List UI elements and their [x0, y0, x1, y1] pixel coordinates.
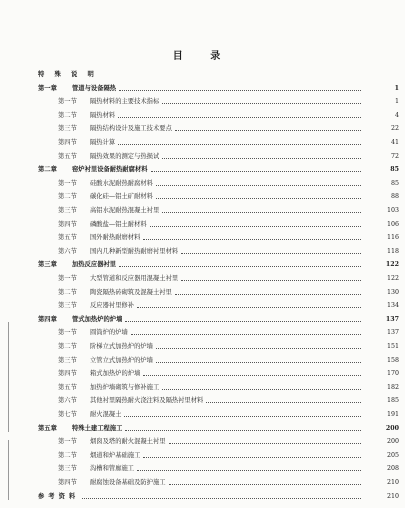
toc-dot-leader — [162, 103, 361, 104]
toc-chapter-row — [0, 165, 405, 175]
toc-entry-title: 管式加热炉的炉墙 — [72, 315, 123, 323]
toc-entry-number: 第四节 — [58, 220, 77, 228]
toc-dot-leader — [169, 443, 361, 444]
toc-page-number: 22 — [390, 125, 399, 133]
toc-dot-leader — [137, 470, 361, 471]
toc-dot-leader — [162, 158, 361, 159]
toc-entry-number: 第二节 — [58, 193, 77, 201]
toc-dot-leader — [156, 348, 361, 349]
toc-dot-leader — [162, 389, 361, 390]
toc-dot-leader — [175, 294, 361, 295]
toc-page-number: 103 — [386, 207, 399, 214]
toc-entry-title: 加热反应器衬里 — [72, 261, 117, 269]
toc-heading-row — [0, 70, 405, 80]
toc-page-number: 130 — [386, 288, 399, 296]
toc-entry-number: 第三节 — [58, 465, 77, 473]
toc-dot-leader — [156, 362, 361, 363]
toc-entry-title: 阶梯立式加热炉的炉墙 — [90, 343, 153, 350]
toc-entry-title: 反应器衬里修补 — [90, 302, 135, 310]
toc-section-row — [0, 437, 405, 447]
toc-page-number: 191 — [386, 411, 399, 418]
toc-entry-number: 第六节 — [58, 397, 77, 405]
toc-entry-number: 第一节 — [58, 275, 77, 282]
toc-entry-title: 隔热结构设计及施工技术要点 — [90, 125, 172, 133]
toc-page-number: 106 — [386, 220, 399, 228]
toc-dot-leader — [151, 171, 361, 172]
toc-page-number: 137 — [385, 315, 399, 323]
toc-entry-title: 耐火混凝土 — [90, 411, 122, 418]
toc-chapter-row — [0, 84, 405, 94]
toc-entry-title: 特殊土建工程施工 — [72, 424, 123, 432]
page-title: 目 录 — [172, 51, 233, 62]
toc-entry-number: 第一节 — [58, 438, 77, 446]
toc-page-number: 134 — [386, 302, 399, 310]
toc-page-number: 170 — [386, 370, 399, 378]
toc-section-row — [0, 220, 405, 230]
toc-entry-number: 第四节 — [58, 479, 77, 486]
toc-dot-leader — [118, 144, 361, 145]
toc-section-row — [0, 478, 405, 488]
toc-entry-title: 加热炉墙砌筑与修补施工 — [90, 383, 160, 391]
toc-dot-leader — [143, 457, 361, 458]
toc-section-row — [0, 464, 405, 474]
toc-dot-leader — [175, 130, 361, 131]
toc-entry-title: 硅酸水泥耐热耐腐材料 — [90, 179, 153, 187]
toc-section-row — [0, 288, 405, 298]
toc-dot-leader — [162, 212, 361, 213]
toc-section-row — [0, 274, 405, 284]
toc-entry-number: 第二节 — [58, 343, 77, 350]
toc-entry-number: 第三节 — [58, 356, 77, 364]
toc-page-number: 151 — [386, 343, 399, 350]
toc-entry-title: 隔热材料 — [90, 111, 116, 119]
toc-entry-title: 国外耐热耐磨材料 — [90, 234, 141, 242]
toc-entry-number: 第五节 — [58, 234, 77, 242]
toc-page-number: 4 — [394, 111, 399, 119]
toc-page-number: 85 — [390, 166, 399, 174]
toc-section-row — [0, 138, 405, 148]
toc-page-number: 137 — [386, 329, 399, 337]
toc-dot-leader — [137, 307, 361, 308]
toc-entry-number: 第三节 — [58, 207, 77, 214]
toc-dot-leader — [150, 226, 361, 227]
toc-entry-title: 隔热材料的主要技术指标 — [90, 98, 160, 106]
toc-entry-number: 第四节 — [58, 370, 77, 378]
toc-page-number: 118 — [386, 247, 399, 255]
toc-dot-leader — [124, 416, 361, 417]
toc-page-number: 210 — [386, 492, 399, 500]
toc-page-number: 116 — [386, 234, 399, 242]
toc-page-number: 205 — [386, 451, 399, 459]
toc-entry-number: 第四章 — [38, 315, 57, 323]
toc-dot-leader — [206, 402, 361, 403]
toc-page-number: 85 — [390, 179, 399, 187]
toc-section-row — [0, 192, 405, 202]
toc-entry-title: 箱式加热炉的炉墙 — [90, 370, 141, 378]
toc-entry-title: 其他衬里隔热耐火浇注料及隔热衬里材料 — [90, 397, 204, 405]
toc-entry-title: 大型管道和反应器用混凝土衬里 — [90, 275, 179, 282]
toc-page-number: 158 — [386, 356, 399, 364]
toc-entry-title: 隔热效果的测定与热损试 — [90, 152, 160, 160]
toc-section-row — [0, 356, 405, 366]
toc-entry-title: 磷酸盐—铝土耐材料 — [90, 220, 147, 228]
toc-section-row — [0, 383, 405, 393]
toc-section-row — [0, 152, 405, 162]
toc-entry-number: 第七节 — [58, 411, 77, 418]
toc-section-row — [0, 124, 405, 134]
toc-page-number: 1 — [394, 98, 399, 106]
toc-entry-number: 第三节 — [58, 125, 77, 133]
toc-section-row — [0, 396, 405, 406]
toc-section-row — [0, 206, 405, 216]
toc-entry-number: 第一节 — [58, 329, 77, 337]
toc-heading-row — [0, 492, 405, 502]
toc-section-row — [0, 410, 405, 420]
toc-entry-title: 立管立式加热炉的炉墙 — [90, 356, 153, 364]
toc-entry-title: 沟槽和管廊施工 — [90, 465, 135, 473]
toc-page-number: 122 — [386, 275, 399, 282]
toc-page-number: 200 — [386, 438, 399, 446]
toc-dot-leader — [169, 484, 361, 485]
toc-dot-leader — [125, 430, 361, 431]
toc-page-number: 182 — [386, 383, 399, 391]
toc-section-row — [0, 451, 405, 461]
toc-entry-number: 第二章 — [38, 166, 57, 174]
toc-section-row — [0, 233, 405, 243]
toc-entry-title: 圆筒炉的炉墙 — [90, 329, 128, 337]
toc-dot-leader — [143, 375, 361, 376]
toc-dot-leader — [119, 266, 361, 267]
toc-section-row — [0, 111, 405, 121]
toc-dot-leader — [156, 185, 361, 186]
toc-dot-leader — [82, 498, 361, 499]
toc-page-number: 41 — [390, 139, 399, 146]
toc-chapter-row — [0, 424, 405, 434]
toc-dot-leader — [131, 334, 361, 335]
toc-entry-title: 特 殊 说 明 — [38, 71, 98, 78]
toc-entry-number: 第二节 — [58, 451, 77, 459]
toc-entry-number: 第五节 — [58, 383, 77, 391]
toc-entry-title: 陶瓷隔热砖砌筑及混凝土衬里 — [90, 288, 172, 296]
toc-chapter-row — [0, 315, 405, 325]
toc-dot-leader — [181, 280, 361, 281]
toc-entry-number: 第三章 — [38, 261, 57, 269]
toc-entry-number: 第二节 — [58, 288, 77, 296]
toc-page-number: 210 — [386, 479, 399, 486]
toc-section-row — [0, 369, 405, 379]
toc-entry-title: 窑炉衬里设备耐热耐腐材料 — [72, 166, 148, 174]
toc-entry-title: 管道与设备隔热 — [72, 84, 117, 92]
toc-page-number: 208 — [386, 465, 399, 473]
toc-page-number: 72 — [390, 152, 399, 160]
toc-page-number: 88 — [390, 193, 399, 201]
toc-entry-number: 第六节 — [58, 247, 77, 255]
toc-page-number: 1 — [394, 84, 399, 92]
toc-dot-leader — [125, 321, 361, 322]
toc-entry-number: 第三节 — [58, 302, 77, 310]
toc-section-row — [0, 301, 405, 311]
toc-entry-number: 第四节 — [58, 139, 77, 146]
toc-section-row — [0, 97, 405, 107]
toc-entry-number: 第二节 — [58, 111, 77, 119]
toc-dot-leader — [118, 117, 361, 118]
toc-entry-title: 耐腐蚀设备基础及防护施工 — [90, 479, 166, 486]
toc-dot-leader — [119, 90, 361, 91]
toc-section-row — [0, 328, 405, 338]
toc-section-row — [0, 179, 405, 189]
toc-entry-number: 第五章 — [38, 424, 57, 432]
toc-entry-title: 高铝水泥耐热混凝土衬里 — [90, 207, 160, 214]
toc-section-row — [0, 247, 405, 257]
toc-entry-number: 第一章 — [38, 84, 57, 92]
toc-page-number: 200 — [385, 424, 399, 432]
toc-entry-title: 烟道和炉基础施工 — [90, 451, 141, 459]
toc-page-number: 122 — [385, 261, 399, 269]
toc-page-number: 185 — [386, 397, 399, 405]
toc-dot-leader — [156, 198, 361, 199]
toc-dot-leader — [181, 253, 361, 254]
toc-section-row — [0, 342, 405, 352]
toc-entry-title: 碳化硅—铝土矿耐材料 — [90, 193, 153, 201]
toc-entry-number: 第一节 — [58, 98, 77, 106]
toc-entry-title: 烟囱及塔的耐火混凝土衬里 — [90, 438, 166, 446]
toc-chapter-row — [0, 260, 405, 270]
toc-dot-leader — [143, 239, 361, 240]
toc-entry-title: 国内几种新型耐热耐磨衬里材料 — [90, 247, 179, 255]
toc-entry-number: 第五节 — [58, 152, 77, 160]
toc-entry-number: 第一节 — [58, 179, 77, 187]
toc-entry-title: 隔热计算 — [90, 139, 116, 146]
toc-entry-title: 参考资料 — [38, 492, 80, 500]
